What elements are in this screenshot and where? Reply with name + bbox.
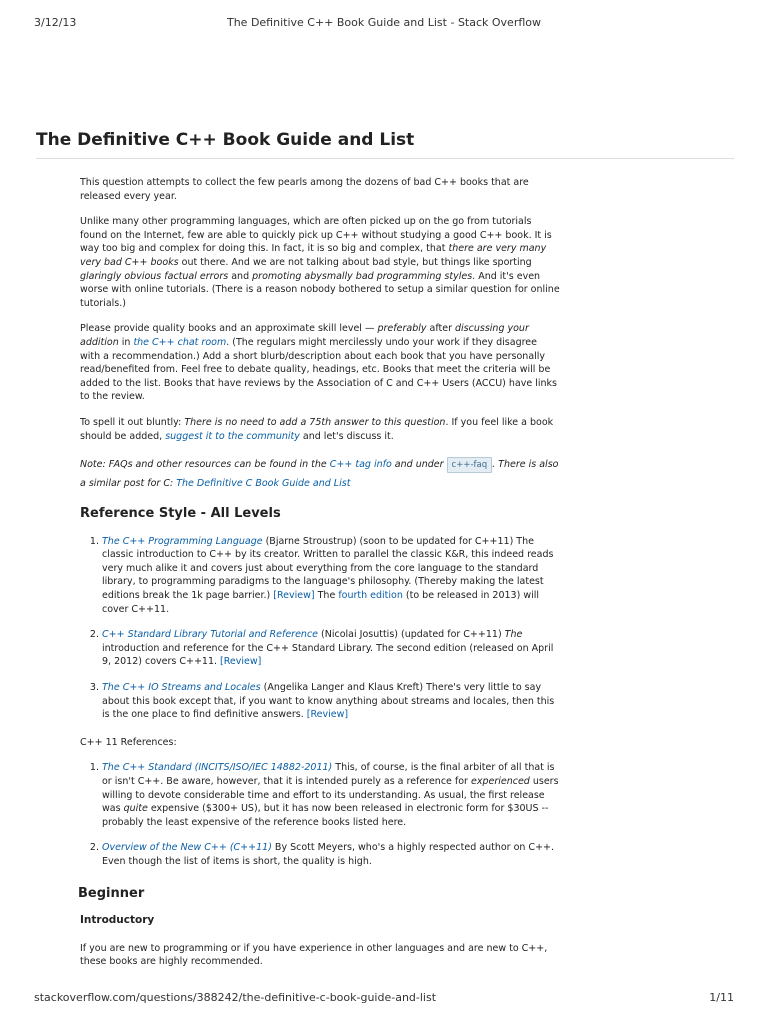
review-link[interactable]: [Review] xyxy=(220,656,262,668)
beginner-paragraph: If you are new to programming or if you have experience in other languages and are new to C++, these books are highly recommended. xyxy=(80,942,548,968)
list-item: 1. The C++ Programming Language (Bjarne Stroustrup) (soon to be updated for C++11) The classic introduction to C++ by its creator. Written to parallel the classic K&R, this indeed reads very much alike it and covers just about everything from the core language to the standard library, to programming paradigms to the language's philosophy. (Thereby making the latest editions break the 1k page barrier.) [Review] The fourth edition (to be released in 2013) will cover C++11. xyxy=(102,535,560,617)
list-item: 3. The C++ IO Streams and Locales (Angelika Langer and Klaus Kreft) There's very little to say about this book except that, if you want to know anything about streams and locales, then this is the one place to find definitive answers. [Review] xyxy=(102,681,560,722)
list-item: 1. The C++ Standard (INCITS/ISO/IEC 14882-2011) This, of course, is the final arbiter of all that is or isn't C++. Be aware, however, that it is intended purely as a reference for experienced users willing to devote considerable time and effort to its understanding. As usual, the first release was quite expensive ($300+ US), but it has now been released in electronic form for $30US -- probably the least expensive of the reference books listed here. xyxy=(102,761,560,829)
book-link[interactable]: The C++ IO Streams and Locales xyxy=(102,682,261,694)
c-book-guide-link[interactable]: The Definitive C Book Guide and List xyxy=(176,478,351,490)
fourth-edition-link[interactable]: fourth edition xyxy=(338,590,403,602)
book-link[interactable]: The C++ Standard (INCITS/ISO/IEC 14882-2011) xyxy=(102,762,333,774)
intro-paragraph-4: To spell it out bluntly: There is no need to add a 75th answer to this question. If you feel like a book should be added, suggest it to the community and let's discuss it. xyxy=(80,416,554,442)
book-link[interactable]: The C++ Programming Language xyxy=(102,535,263,547)
suggest-community-link[interactable]: suggest it to the community xyxy=(165,430,300,442)
title-divider xyxy=(36,158,734,159)
book-link[interactable]: Overview of the New C++ (C++11) xyxy=(102,842,272,854)
list-item: 2. Overview of the New C++ (C++11) By Scott Meyers, who's a highly respected author on C++. Even though the list of items is short, the quality is high. xyxy=(102,841,560,868)
beginner-heading: Beginner xyxy=(78,885,145,901)
review-link[interactable]: [Review] xyxy=(306,709,349,721)
cpp11-list xyxy=(80,761,560,868)
intro-paragraph-2: Unlike many other programming languages, which are often picked up on the go from tutorials found on the Internet, few are able to quickly pick up C++ without studying a good C++ book. It is way too big and complex for doing this. In fact, it is so big and complex, that there are very many very bad C++ books out there. And we are not talking about bad style, but things like sporting glaringly obvious factual errors and promoting abysmally bad programming styles. And it's even worse with online tutorials. (There is a reason nobody bothered to setup a similar question for online tutorials.) xyxy=(80,216,560,309)
print-url: stackoverflow.com/questions/388242/the-definitive-c-book-guide-and-list xyxy=(34,991,437,1004)
reference-list xyxy=(80,535,560,722)
print-date: 3/12/13 xyxy=(34,16,77,29)
faq-note: Note: FAQs and other resources can be found in the C++ tag info and under c++-faq . There is also a similar post for C: The Definitive C Book Guide and List xyxy=(80,459,559,490)
print-title: The Definitive C++ Book Guide and List - Stack Overflow xyxy=(226,16,542,29)
page-title: The Definitive C++ Book Guide and List xyxy=(36,130,415,150)
reference-heading: Reference Style - All Levels xyxy=(80,506,281,522)
chat-room-link[interactable]: the C++ chat room xyxy=(133,336,227,348)
list-item: 2. C++ Standard Library Tutorial and Reference (Nicolai Josuttis) (updated for C++11) The introduction and reference for the C++ Standard Library. The second edition (released on April 9, 2012) covers C++11. [Review] xyxy=(102,628,560,669)
page-number: 1/11 xyxy=(709,991,734,1004)
tag-info-link[interactable]: C++ tag info xyxy=(329,459,392,471)
review-link[interactable]: [Review] xyxy=(273,590,315,602)
intro-paragraph-1: This question attempts to collect the few pearls among the dozens of bad C++ books that are released every year. xyxy=(80,177,529,202)
introductory-subheading: Introductory xyxy=(80,914,155,927)
book-link[interactable]: C++ Standard Library Tutorial and Reference xyxy=(102,629,319,641)
question-body xyxy=(78,176,560,968)
cpp-faq-tag[interactable]: c++-faq xyxy=(447,457,493,473)
intro-paragraph-3: Please provide quality books and an approximate skill level — preferably after discussing your addition in the C++ chat room. (The regulars might mercilessly undo your work if they disagree with a recommendation.) Add a short blurb/description about each book that you have personally read/benefited from. Feel free to debate quality, headings, etc. Books that meet the criteria will be added to the list. Books that have reviews by the Association of C and C++ Users (ACCU) have links to the review. xyxy=(80,323,557,403)
cpp11-label: C++ 11 References: xyxy=(80,736,177,748)
